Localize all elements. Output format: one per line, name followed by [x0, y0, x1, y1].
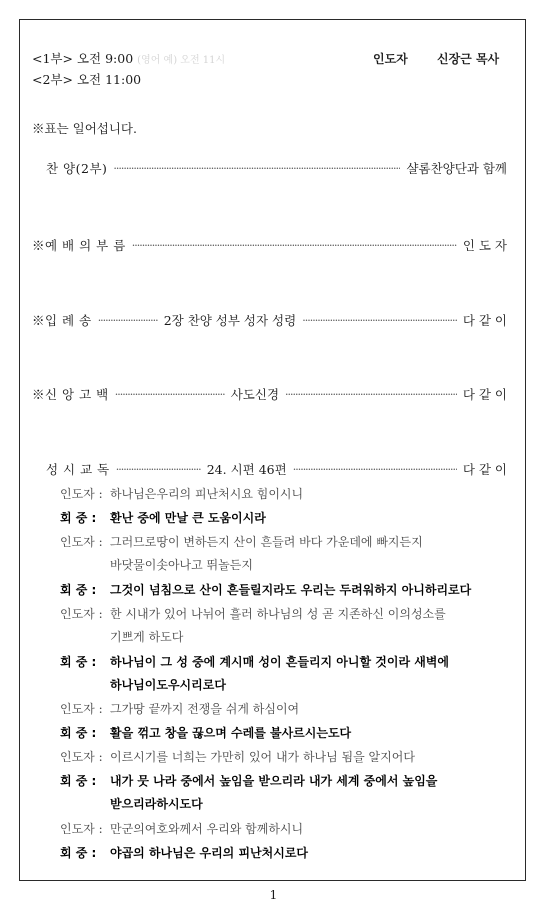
reading-continuation: 바닷물이솟아나고 뛰놀든지 [110, 558, 253, 572]
reading-speaker: 회 중 : [60, 846, 97, 860]
reading-line [60, 653, 520, 671]
reading-continuation: 하나님이도우시리로다 [110, 678, 226, 692]
reading-text: 하나님이 그 성 중에 계시매 성이 흔들리지 아니할 것이라 새벽에 [110, 655, 449, 669]
order-item [32, 236, 507, 254]
order-performer: 인 도 자 [462, 238, 507, 253]
leader-dots [302, 314, 457, 327]
order-label: 성 시 교 독 [46, 462, 110, 477]
order-content: 24. 시편 46편 [206, 462, 287, 477]
service-time-2: <2부> 오전 11:00 [32, 72, 142, 87]
reading-speaker: 인도자 : [60, 487, 103, 501]
faded-text: (영어 예) 오전 11시 [137, 55, 226, 66]
reading-text: 야곱의 하나님은 우리의 피난처시로다 [110, 846, 309, 860]
reading-text: 한 시내가 있어 나뉘어 흘러 하나님의 성 곧 지존하신 이의성소를 [110, 607, 446, 621]
service-time-1-text: <1부> 오전 9:00 [32, 51, 134, 66]
order-performer: 다 같 이 [462, 387, 507, 402]
reading-line [60, 509, 520, 527]
service-time-1 [32, 49, 225, 67]
order-content: 사도신경 [230, 387, 280, 402]
reading-text: 환난 중에 만날 큰 도움이시라 [110, 511, 266, 525]
reading-continuation: 받으리라하시도다 [110, 797, 203, 811]
reading-line [60, 820, 520, 838]
order-item [46, 460, 507, 478]
reading-speaker: 인도자 : [60, 535, 103, 549]
leader-dots [115, 388, 225, 401]
reading-line [60, 533, 520, 551]
reading-line [60, 772, 520, 790]
leader-dots [285, 388, 457, 401]
reading-text: 그것이 넘침으로 산이 흔들릴지라도 우리는 두려워하지 아니하리로다 [110, 583, 472, 597]
reading-speaker: 회 중 : [60, 774, 97, 788]
reading-speaker: 회 중 : [60, 511, 97, 525]
reading-line [60, 485, 520, 503]
order-label: ※입 례 송 [32, 313, 92, 328]
standing-note: ※표는 일어섭니다. [32, 121, 137, 136]
order-label: ※예 배 의 부 름 [32, 238, 126, 253]
page-number: 1 [269, 888, 278, 902]
leader-dots [113, 162, 400, 175]
order-content: 2장 찬양 성부 성자 성령 [163, 313, 297, 328]
reading-speaker: 인도자 : [60, 702, 103, 716]
reading-line [60, 748, 520, 766]
leader-dots [116, 463, 201, 476]
leader-label: 인도자 [373, 52, 408, 66]
order-item [46, 159, 507, 177]
reading-text: 이르시기를 너희는 가만히 있어 내가 하나님 됨을 알지어다 [110, 750, 415, 764]
reading-text: 내가 뭇 나라 중에서 높임을 받으리라 내가 세계 중에서 높임을 [110, 774, 438, 788]
reading-text: 그러므로땅이 변하든지 산이 흔들려 바다 가운데에 빠지든지 [110, 535, 423, 549]
reading-speaker: 인도자 : [60, 822, 103, 836]
leader-dots [132, 239, 457, 252]
reading-speaker: 인도자 : [60, 607, 103, 621]
reading-speaker: 회 중 : [60, 655, 97, 669]
reading-line [60, 724, 520, 742]
order-performer: 다 같 이 [462, 462, 507, 477]
reading-text: 활을 꺾고 창을 끊으며 수레를 불사르시는도다 [110, 726, 352, 740]
reading-text: 그가땅 끝까지 전쟁을 쉬게 하심이여 [110, 702, 300, 716]
reading-line [60, 581, 520, 599]
reading-text: 만군의여호와께서 우리와 함께하시니 [110, 822, 304, 836]
order-item [32, 385, 507, 403]
leader-name: 신장근 목사 [437, 52, 500, 66]
order-performer: 샬롬찬양단과 함께 [406, 161, 507, 176]
leader-dots [293, 463, 457, 476]
reading-line [60, 605, 520, 623]
leader-dots [98, 314, 158, 327]
reading-speaker: 인도자 : [60, 750, 103, 764]
reading-continuation: 기쁘게 하도다 [110, 630, 184, 644]
reading-line [60, 844, 520, 862]
reading-line [60, 700, 520, 718]
order-performer: 다 같 이 [462, 313, 507, 328]
reading-speaker: 회 중 : [60, 583, 97, 597]
order-label: 찬 양(2부) [46, 161, 108, 176]
reading-speaker: 회 중 : [60, 726, 97, 740]
reading-text: 하나님은우리의 피난처시요 힘이시니 [110, 487, 304, 501]
order-label: ※신 앙 고 백 [32, 387, 109, 402]
order-item [32, 311, 507, 329]
